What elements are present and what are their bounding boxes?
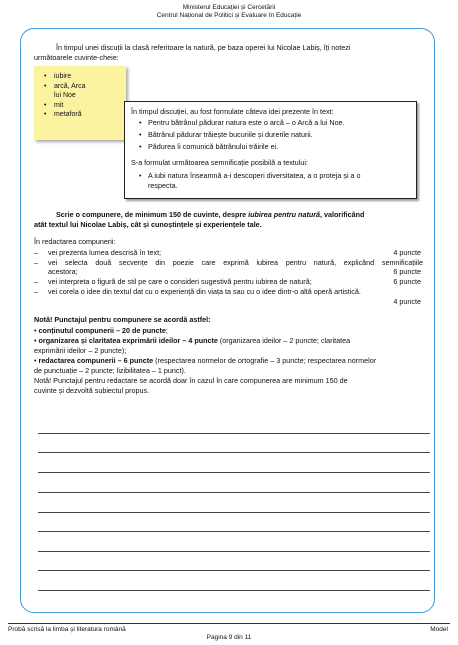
idea-item: • Pentru bătrânul pădurar natura este o arcă – o Arcă a lui Noe. — [148, 118, 345, 127]
dash: – — [34, 277, 38, 286]
criterion-content: • conținutul compunerii – 20 de puncte; — [34, 326, 168, 335]
writing-line — [38, 512, 430, 513]
criterion-organization-cont: exprimării ideilor – 2 puncte); — [34, 346, 127, 355]
dash: – — [34, 287, 38, 296]
ideas-title: În timpul discuției, au fost formulate câteva idei prezente în text: — [131, 107, 334, 116]
keyword-item-continuation: lui Noe — [54, 92, 76, 100]
criterion-organization: • organizarea și claritatea exprimării ideilor – 4 puncte (organizarea ideilor – 2 puncte; claritatea — [34, 336, 351, 345]
writing-line — [38, 531, 430, 532]
writing-line — [38, 551, 430, 552]
writing-line — [38, 492, 430, 493]
page-number: Pagina 9 din 11 — [206, 634, 252, 641]
meaning-line-2: respecta. — [148, 181, 178, 190]
final-note-line-2: cuvinte și dezvoltă subiectul propus. — [34, 386, 150, 395]
keyword-item: • mit — [54, 101, 126, 111]
requirement-points: 6 puncte — [393, 267, 421, 276]
requirements-intro: În redactarea compunerii: — [34, 237, 116, 246]
requirement-text: vei corela o idee din textul dat cu o experiență din viața ta sau cu o idee dintr-o altă operă artistică. — [48, 287, 361, 296]
writing-line — [38, 590, 430, 591]
writing-line — [38, 570, 430, 571]
note-title: Notă! Punctajul pentru compunere se acordă astfel: — [34, 315, 211, 324]
footer-rule — [8, 623, 450, 624]
writing-line — [38, 452, 430, 453]
keyword-item: • metaforă — [54, 110, 126, 120]
meaning-title: S-a formulat următoarea semnificație posibilă a textului: — [131, 158, 308, 167]
requirement-points: 4 puncte — [393, 248, 421, 257]
final-note-line-1: Notă! Punctajul pentru redactare se acordă doar în cazul în care compunerea are minimum 150 de — [34, 376, 348, 385]
ministry-name: Ministerul Educației și Cercetării — [182, 4, 276, 11]
writing-line — [38, 433, 430, 434]
task-line-1: Scrie o compunere, de minimum 150 de cuvinte, despre iubirea pentru natură, valorificând — [56, 210, 365, 219]
footer-exam-name: Probă scrisă la limba și literatura română — [8, 626, 126, 633]
requirement-text: vei prezenta lumea descrisă în text; — [48, 248, 162, 257]
keywords-sticky-note — [34, 66, 126, 140]
requirement-text-cont: acestora; — [48, 267, 78, 276]
keyword-item: • iubire — [54, 72, 126, 82]
meaning-line-1: • A iubi natura înseamnă a-i descoperi diversitatea, a o proteja și a o — [148, 171, 361, 180]
requirement-points: 4 puncte — [393, 297, 421, 306]
criterion-writing-cont: de punctuație – 2 puncte; lizibilitatea – 1 punct). — [34, 366, 186, 375]
footer-model: Model — [430, 626, 448, 633]
idea-item: • Pădurea îi comunică bătrânului trăirile ei. — [148, 142, 278, 151]
requirement-text: vei interpreta o figură de stil pe care o consideri sugestivă pentru iubirea de natură; — [48, 277, 312, 286]
requirement-points: 6 puncte — [393, 277, 421, 286]
requirement-text: vei selecta două secvențe din poezie care exprimă iubirea pentru natură, explicând semnificațiile — [48, 258, 423, 267]
keyword-item: • arcă, Arca — [54, 82, 126, 92]
intro-line-1: În timpul unei discuții la clasă referitoare la natură, pe baza operei lui Nicolae Labiș, îți notezi — [56, 43, 351, 52]
idea-item: • Bătrânul pădurar trăiește bucuriile și durerile naturii. — [148, 130, 313, 139]
dash: – — [34, 258, 38, 267]
center-name: Centrul Național de Politici și Evaluare în Educație — [156, 12, 302, 19]
intro-line-2: următoarele cuvinte-cheie: — [34, 53, 119, 62]
criterion-writing: • redactarea compunerii – 6 puncte (respectarea normelor de ortografie – 3 puncte; respectarea normelor — [34, 356, 377, 365]
task-line-2: atât textul lui Nicolae Labiș, cât și cunoștințele și experiențele tale. — [34, 220, 262, 229]
dash: – — [34, 248, 38, 257]
writing-line — [38, 472, 430, 473]
